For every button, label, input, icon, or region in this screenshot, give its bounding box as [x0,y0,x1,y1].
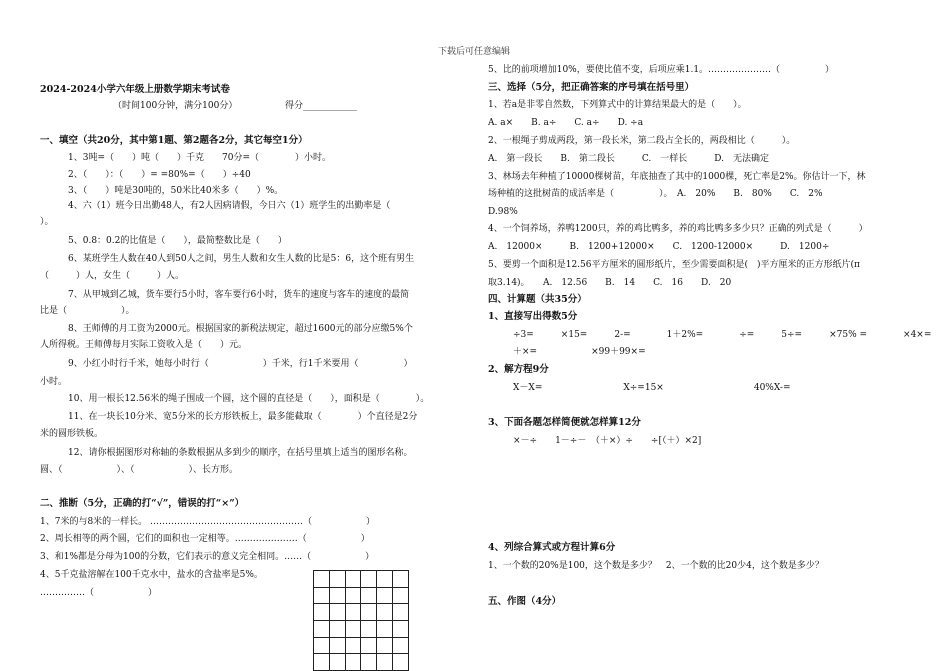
choice-4: 4、一个饲养场，养鸭1200只，养的鸡比鸭多，养的鸡比鸭多多少只？正确的列式是（ ） [488,224,868,234]
section-choice: 三、选择（5分，把正确答案的序号填在括号里） [488,82,695,93]
question-6: 6、某班学生人数在40人到50人之间，男生人数和女生人数的比是5：6，这个班有男生 [68,254,415,264]
judgment-4-cont: ……………（ ） [40,588,158,598]
question-7-cont: 比是（ ）。 [40,306,135,316]
section-fill-in: 一、填空（共20分，其中第1题、第2题各2分，其它每空1分） [40,135,308,146]
question-4-cont: ）。 [40,217,54,227]
page-header: 下载后可任意编辑 [438,47,511,57]
word-problems-title: 4、列综合算式或方程计算6分 [488,542,616,553]
judgment-2: 2、周长相等的两个圆，它们的面积也一定相等。…………………（ ） [40,534,370,544]
question-9-cont: 小时。 [40,377,68,387]
equations-title: 2、解方程9分 [488,364,549,375]
exam-subtitle: （时间100分钟，满分100分） [113,101,238,111]
judgment-4: 4、5千克盐溶解在100千克水中，盐水的含盐率是5%。 [40,570,263,580]
section-judgment: 二、推断（5分，正确的打“√”，错误的打“×”） [40,498,245,509]
choice-2-options: A. 第一段长 B. 第二段长 C. 一样长 D. 无法确定 [488,154,770,164]
choice-5: 5、要剪一个面积是12.56平方厘米的圆形纸片，至少需要面积是( )平方厘米的正方形纸片(π [488,260,860,270]
question-5: 5、0.8：0.2的比值是（ ），最简整数比是（ ） [68,236,287,246]
word-problems-row: 1、一个数的20%是100，这个数是多少？ 2、一个数的比20少4，这个数是多少？ [488,561,824,571]
score-label: 得分____________ [285,101,358,111]
judgment-1: 1、7米的与8米的一样长。 ……………………………………………（ ） [40,517,376,527]
choice-1: 1、若a是非零自然数，下列算式中的计算结果最大的是（ ）。 [488,100,747,110]
question-4: 4、六（1）班今日出勤48人，有2人因病请假，今日六（1）班学生的出勤率是（ [68,201,391,211]
question-2: 2、（ ）：（ ）= =80%=（ ）÷40 [68,170,251,180]
calc-direct-row-2: ＋×= ×99＋99×= [513,347,646,357]
equations-row: X－X= X÷=15× 40%X-= [513,383,791,393]
question-11-cont: 米的圆形铁板。 [40,429,104,439]
question-12-cont: 圆、（ ）、（ ）、长方形。 [40,465,239,475]
question-10: 10、用一根长12.56米的绳子围成一个圆，这个圆的直径是（ ），面积是（ ）。 [68,394,430,404]
question-6-cont: （ ）人，女生（ ）人。 [40,271,185,281]
choice-3-cont: 场种植的这批树苗的成活率是（ ）。 A. 20% B. 80% C. 2% [488,189,823,199]
section-calculation: 四、计算题（共35分） [488,294,587,305]
judgment-5: 5、比的前项增加10%，要使比值不变，后项应乘1.1。…………………（ ） [488,65,835,75]
calc-direct-title: 1、直接写出得数5分 [488,311,578,322]
question-11: 11、在一块长10分米、宽5分米的长方形铁板上，最多能截取（ ）个直径是2分 [68,412,418,422]
choice-3-option-d: D.98% [488,207,518,217]
question-8-cont: 人所得税。王师傅每月实际工资收入是（ ）元。 [40,340,248,350]
exam-title: 2024-2024小学六年级上册数学期末考试卷 [40,84,230,95]
judgment-3: 3、和1%都是分母为100的分数，它们表示的意义完全相同。……（ ） [40,552,375,562]
choice-2: 2、一根绳子剪成两段，第一段长米，第二段占全长的，两段相比（ ）。 [488,136,796,146]
question-12: 12、请你根据图形对称轴的条数根据从多到少的顺序，在括号里填上适当的图形名称。 [68,448,413,458]
simplify-title: 3、下面各题怎样简便就怎样算12分 [488,417,641,428]
question-9: 9、小红小时行千米，她每小时行（ ）千米，行1千米要用（ ） [68,359,413,369]
simplify-row: ×－÷ 1－÷－ （＋×）÷ ÷[（＋）×2] [513,436,702,446]
calc-direct-row-1: ÷3= ×15= 2-= 1＋2%= ÷= 5÷= ×75% = ×4×= [513,330,932,340]
question-3: 3、（ ）吨是30吨的，50米比40米多（ ）%。 [68,186,284,196]
choice-1-options: A. a× B. a÷ C. a÷ D. ÷a [488,118,644,128]
choice-4-options: A. 12000× B. 1200+12000× C. 1200-12000× D. 1200÷ [488,242,830,252]
choice-5-cont: 取3.14)。 A. 12.56 B. 14 C. 16 D. 20 [488,278,732,288]
question-8: 8、王师傅的月工资为2000元。根据国家的新税法规定，超过1600元的部分应缴5%个 [68,324,413,334]
choice-3: 3、林场去年种植了10000棵树苗，年底抽查了其中的1000棵，死亡率是2%。你估计一下，林 [488,172,866,182]
drawing-grid [313,570,409,671]
section-drawing: 五、作图（4分） [488,596,562,607]
question-1: 1、3吨=（ ）吨（ ）千克 70分=（ ）小时。 [68,153,331,163]
question-7: 7、从甲城到乙城，货车要行5小时，客车要行6小时，货车的速度与客车的速度的最简 [68,290,410,300]
